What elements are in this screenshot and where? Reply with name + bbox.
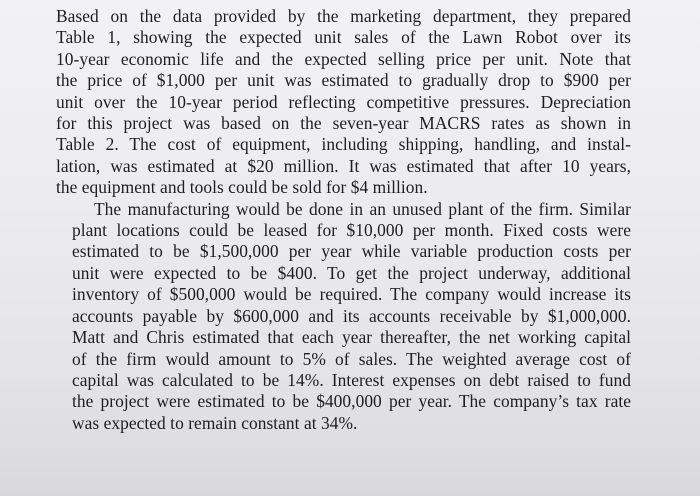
paragraph-2 bbox=[56, 199, 631, 434]
text-line: Table 2. The cost of equipment, including shipping, handling, and instal- bbox=[56, 134, 631, 155]
text-line: plant locations could be leased for $10,000 per month. Fixed costs were bbox=[72, 220, 631, 241]
text-line: estimated to be $1,500,000 per year while variable production costs per bbox=[72, 241, 631, 262]
text-line: Based on the data provided by the marketing department, they prepared bbox=[56, 6, 631, 26]
body-text bbox=[56, 6, 631, 434]
text-line: unit over the 10-year period reflecting competitive pressures. Depreciation bbox=[56, 91, 631, 112]
text-line: of the firm would amount to 5% of sales. The weighted average cost of bbox=[72, 348, 631, 369]
text-line: accounts payable by $600,000 and its accounts receivable by $1,000,000. bbox=[72, 305, 631, 326]
text-line: unit were expected to be $400. To get the project underway, additional bbox=[72, 262, 631, 283]
text-line: capital was calculated to be 14%. Interest expenses on debt raised to fund bbox=[72, 369, 631, 390]
text-line: the price of $1,000 per unit was estimated to gradually drop to $900 per bbox=[56, 70, 631, 91]
text-line: Table 1, showing the expected unit sales of the Lawn Robot over its bbox=[56, 27, 631, 48]
text-line: Matt and Chris estimated that each year thereafter, the net working capital bbox=[72, 327, 631, 348]
text-line: the equipment and tools could be sold for $4 million. bbox=[56, 177, 428, 198]
text-line: The manufacturing would be done in an unused plant of the firm. Similar bbox=[94, 198, 631, 219]
text-line: 10-year economic life and the expected selling price per unit. Note that bbox=[56, 48, 631, 69]
paragraph-1 bbox=[56, 6, 631, 199]
text-line: was expected to remain constant at 34%. bbox=[72, 412, 358, 433]
text-line: inventory of $500,000 would be required. The company would increase its bbox=[72, 284, 631, 305]
text-line: for this project was based on the seven-year MACRS rates as shown in bbox=[56, 113, 631, 134]
text-line: the project were estimated to be $400,000 per year. The company’s tax rate bbox=[72, 391, 631, 412]
text-line: lation, was estimated at $20 million. It was estimated that after 10 years, bbox=[56, 155, 631, 176]
